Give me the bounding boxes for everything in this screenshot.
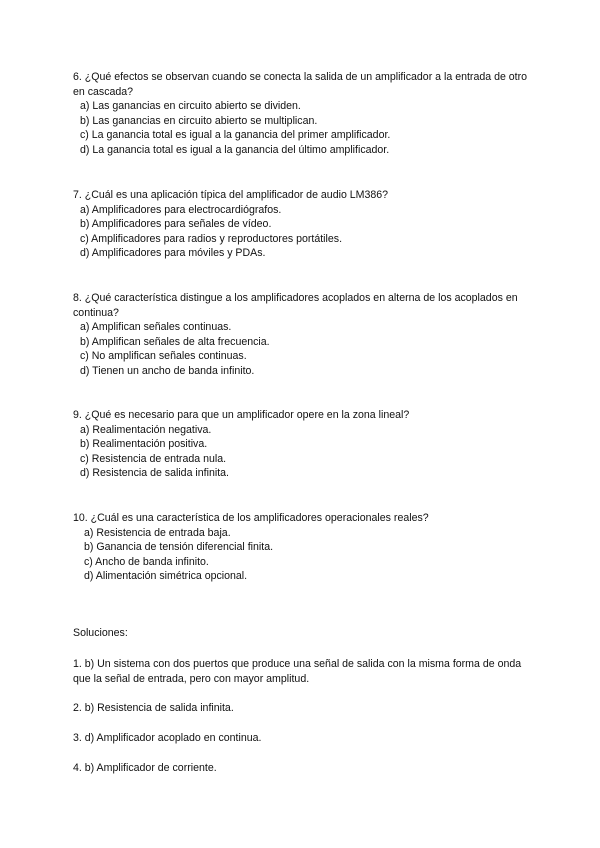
question-8 (73, 291, 533, 379)
option-a: a) Amplifican señales continuas. (80, 321, 232, 334)
question-text: 9. ¿Qué es necesario para que un amplificador opere en la zona lineal? (73, 409, 410, 421)
option-a: a) Amplificadores para electrocardiógrafos. (80, 203, 282, 216)
solution-item-3: 3. d) Amplificador acoplado en continua. (73, 732, 262, 744)
options-list (73, 320, 533, 378)
option-a: a) Realimentación negativa. (80, 423, 212, 436)
option-b: b) Amplificadores para señales de vídeo. (80, 218, 272, 231)
option-c: c) Ancho de banda infinito. (84, 555, 209, 568)
option-d: d) Tienen un ancho de banda infinito. (80, 364, 255, 377)
question-9 (73, 408, 533, 481)
options-list (73, 203, 533, 261)
options-list (73, 99, 533, 157)
question-10 (73, 511, 533, 584)
question-text: 7. ¿Cuál es una aplicación típica del amplificador de audio LM386? (73, 189, 389, 201)
solutions-heading: Soluciones: (73, 627, 128, 639)
option-d: d) Resistencia de salida infinita. (80, 467, 229, 480)
question-text: 10. ¿Cuál es una característica de los amplificadores operacionales reales? (73, 512, 429, 524)
option-b: b) Amplifican señales de alta frecuencia. (80, 335, 270, 348)
solution-item-1: 1. b) Un sistema con dos puertos que produce una señal de salida con la misma forma de onda que la señal de entrada, pero con mayor amplitud. (73, 658, 522, 685)
question-text: 6. ¿Qué efectos se observan cuando se conecta la salida de un amplificador a la entrada de otro en cascada? (73, 71, 528, 98)
option-c: c) La ganancia total es igual a la ganancia del primer amplificador. (80, 129, 391, 142)
options-list (73, 526, 533, 584)
solution-item-4: 4. b) Amplificador de corriente. (73, 762, 217, 774)
option-a: a) Las ganancias en circuito abierto se dividen. (80, 100, 301, 113)
option-d: d) Alimentación simétrica opcional. (84, 570, 248, 583)
question-7 (73, 188, 533, 261)
option-a: a) Resistencia de entrada baja. (84, 526, 231, 539)
options-list (73, 423, 533, 481)
option-b: b) Ganancia de tensión diferencial finita. (84, 541, 274, 554)
option-b: b) Realimentación positiva. (80, 438, 208, 451)
option-b: b) Las ganancias en circuito abierto se multiplican. (80, 114, 318, 127)
solution-item-2: 2. b) Resistencia de salida infinita. (73, 702, 234, 714)
option-d: d) La ganancia total es igual a la ganancia del último amplificador. (80, 143, 390, 156)
option-c: c) No amplifican señales continuas. (80, 350, 247, 363)
option-c: c) Amplificadores para radios y reproductores portátiles. (80, 232, 343, 245)
question-text: 8. ¿Qué característica distingue a los amplificadores acoplados en alterna de los acoplados en continua? (73, 292, 518, 319)
question-6 (73, 70, 533, 158)
option-d: d) Amplificadores para móviles y PDAs. (80, 247, 266, 260)
option-c: c) Resistencia de entrada nula. (80, 452, 227, 465)
